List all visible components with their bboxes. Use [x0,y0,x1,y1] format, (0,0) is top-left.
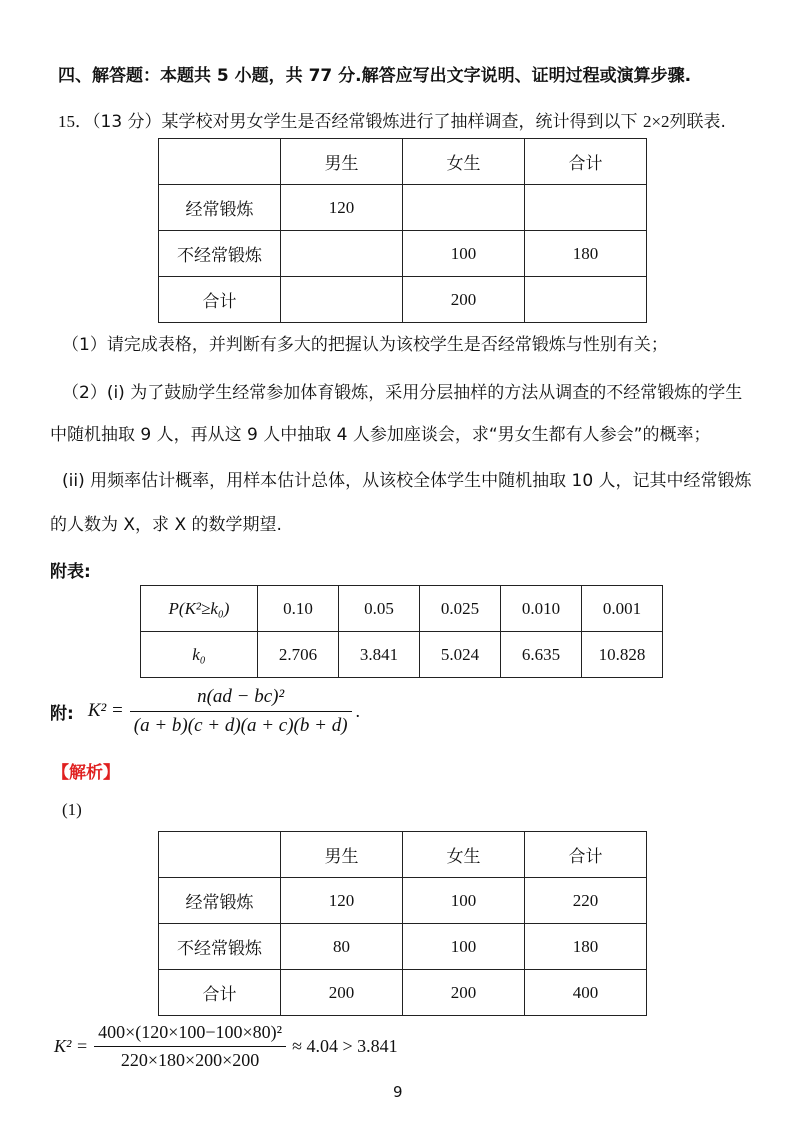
result-numerator: 400×(120×100−100×80)² [94,1022,286,1047]
value-cell: 220 [525,878,647,924]
solution-label: 【解析】 [52,763,120,783]
formula-denominator: (a + b)(c + d)(a + c)(b + d) [133,714,348,736]
row-label-cell: 合计 [159,970,281,1016]
table-row [159,924,647,970]
header-cell: 女生 [403,832,525,878]
problem-score: （13 分） [92,112,162,132]
row-label-cell: 合计 [159,277,281,323]
value-cell: 200 [403,277,525,323]
header-cell: 男生 [281,832,403,878]
value-cell: 80 [281,924,403,970]
problem-text: 某学校对男女学生是否经常锻炼进行了抽样调查，统计得到以下 [161,112,638,132]
header-cell: 女生 [403,139,525,185]
critical-value-table [140,585,663,678]
value-cell: 100 [403,878,525,924]
value-cell: 100 [403,924,525,970]
value-cell: 180 [525,924,647,970]
question-2-line-1: （2）(i) 为了鼓励学生经常参加体育锻炼，采用分层抽样的方法从调查的不经常锻炼的学生 [62,383,743,403]
value-cell: 400 [525,970,647,1016]
value-cell: 2.706 [258,632,339,678]
header-cell [159,139,281,185]
result-formula [54,1018,398,1074]
formula-numerator: n(ad − bc)² [130,686,352,712]
row-label-cell: 不经常锻炼 [159,924,281,970]
value-cell: 0.010 [501,586,582,632]
formula-prefix: 附: [50,703,74,724]
table-row [159,277,647,323]
row-label-cell: P(K²≥k₀) [141,586,258,632]
contingency-table-question [158,138,647,323]
value-cell: 0.001 [582,586,663,632]
value-cell: 10.828 [582,632,663,678]
value-cell: 0.10 [258,586,339,632]
header-cell: 合计 [525,139,647,185]
value-cell: 6.635 [501,632,582,678]
question-2ii-line-2: 的人数为 X，求 X 的数学期望. [50,515,282,535]
question-1: （1）请完成表格，并判断有多大的把握认为该校学生是否经常锻炼与性别有关； [62,335,668,355]
value-cell: 120 [281,185,403,231]
row-label-cell: 不经常锻炼 [159,231,281,277]
row-label-cell: 经常锻炼 [159,878,281,924]
question-2-line-2: 中随机抽取 9 人，再从这 9 人中抽取 4 人参加座谈会，求“男女生都有人参会”的概率； [50,425,711,445]
value-cell: 3.841 [339,632,420,678]
table-header-row [159,139,647,185]
row-label-cell: 经常锻炼 [159,185,281,231]
header-cell: 男生 [281,139,403,185]
result-lhs: K² = [54,1035,89,1056]
problem-statement [58,107,726,132]
value-cell: 180 [525,231,647,277]
value-cell [281,231,403,277]
problem-number: 15． [58,112,92,131]
value-cell: 120 [281,878,403,924]
value-cell: 0.025 [420,586,501,632]
question-2ii-line-1: (ii) 用频率估计概率，用样本估计总体，从该校全体学生中随机抽取 10 人，记其中经常锻炼 [62,471,752,491]
table-row [159,970,647,1016]
formula-suffix: . [355,700,361,721]
part-1-label: (1) [62,800,82,819]
table-row [141,632,663,678]
value-cell: 200 [403,970,525,1016]
header-cell: 合计 [525,832,647,878]
formula-lhs: K² = [87,700,124,721]
formula-fraction [130,686,352,737]
result-fraction [94,1022,286,1071]
value-cell: 5.024 [420,632,501,678]
table-row [159,878,647,924]
table-header-row [159,832,647,878]
value-cell: 0.05 [339,586,420,632]
problem-text-end: 列联表. [669,112,726,132]
value-cell [525,277,647,323]
header-cell [159,832,281,878]
value-cell: 100 [403,231,525,277]
result-denominator: 220×180×200×200 [120,1049,260,1070]
chi-square-formula [50,683,360,739]
value-cell [281,277,403,323]
table-size-label: 2×2 [642,112,670,131]
appendix-label: 附表: [50,562,91,582]
table-row [141,586,663,632]
page-number: 9 [393,1083,403,1101]
table-row [159,185,647,231]
value-cell [525,185,647,231]
value-cell: 200 [281,970,403,1016]
section-heading: 四、解答题：本题共 5 小题，共 77 分.解答应写出文字说明、证明过程或演算步骤. [58,66,692,86]
contingency-table-answer [158,831,647,1016]
value-cell [403,185,525,231]
result-rhs: ≈ 4.04 > 3.841 [292,1035,398,1056]
table-row [159,231,647,277]
row-label-cell: k₀ [141,632,258,678]
